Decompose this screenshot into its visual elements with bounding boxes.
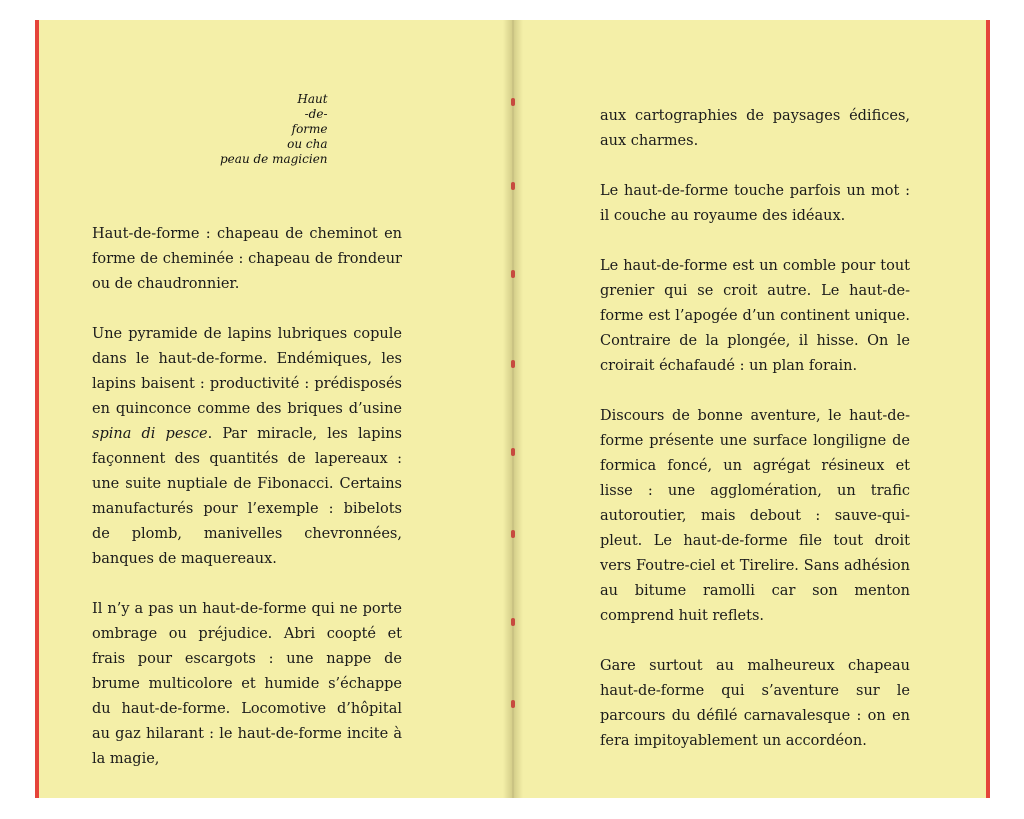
title-line: peau de magicien [220,152,328,166]
chapter-title [220,92,328,167]
binding-stitch [511,530,515,538]
title-line: Haut [297,92,328,106]
right-page-text [600,104,910,779]
binding-stitch [511,700,515,708]
paragraph: Discours de bonne aventure, le haut-de-forme présente une surface longiligne de formica foncé, un agrégat résineux et lisse : une agglomération, un trafic autoroutier, mais debout : sauve-qui-pleut. Le haut-de-forme file tout droit vers Foutre-ciel et Tirelire. Sans adhésion au bitume ramolli car son menton comprend huit reflets. [600,408,910,624]
left-page-text [92,222,402,797]
paragraph: Le haut-de-forme touche parfois un mot : il couche au royaume des idéaux. [600,183,910,224]
paragraph-text: . Par miracle, les lapins façonnent des quantités de lapereaux : une suite nuptiale de Fibonacci. Certains manufacturés pour l’exemple : bibelots de plomb, manivelles chevronnées, banques de maquereaux. [92,426,402,567]
binding-stitch [511,270,515,278]
binding-stitch [511,98,515,106]
title-line: ou cha [287,137,328,151]
title-line: -de- [304,107,328,121]
paragraph: Il n’y a pas un haut-de-forme qui ne porte ombrage ou préjudice. Abri coopté et frais pour escargots : une nappe de brume multicolore et humide s’échappe du haut-de-forme. Locomotive d’hôpital au gaz hilarant : le haut-de-forme incite à la magie, [92,601,402,767]
book-gutter [503,20,523,798]
paragraph: Le haut-de-forme est un comble pour tout grenier qui se croit autre. Le haut-de-forme est l’apogée d’un continent unique. Contraire de la plongée, il hisse. On le croirait échafaudé : un plan forain. [600,258,910,374]
paragraph: Gare surtout au malheureux chapeau haut-de-forme qui s’aventure sur le parcours du défilé carnavalesque : on en fera impitoyablement un accordéon. [600,658,910,749]
paragraph: Haut-de-forme : chapeau de cheminot en forme de cheminée : chapeau de frondeur ou de chaudronnier. [92,226,402,292]
binding-stitch [511,618,515,626]
paragraph-text: Une pyramide de lapins lubriques copule dans le haut-de-forme. Endémiques, les lapins baisent : productivité : prédisposés en quinconce comme des briques d’usine [92,326,402,417]
title-line: forme [291,122,328,136]
paragraph [92,322,402,572]
binding-stitch [511,360,515,368]
italic-phrase: spina di pesce [92,426,208,442]
binding-stitch [511,182,515,190]
paragraph: aux cartographies de paysages édifices, aux charmes. [600,108,910,149]
binding-stitch [511,448,515,456]
